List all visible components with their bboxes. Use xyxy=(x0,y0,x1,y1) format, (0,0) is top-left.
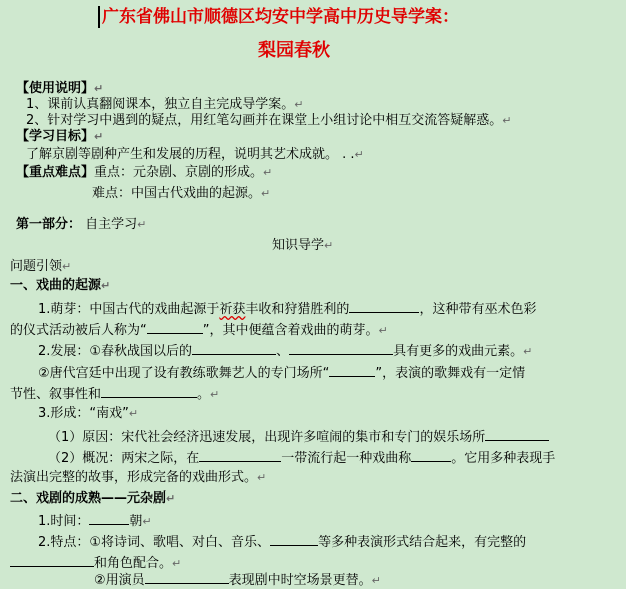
blank xyxy=(10,553,94,567)
sec1-heading: 一、戏曲的起源↵ xyxy=(10,278,111,293)
sec2-p1: 1.时间： 朝↵ xyxy=(38,511,152,530)
blank xyxy=(289,341,393,355)
sec1-p3-line1: ②唐代宫廷中出现了设有教练歌舞艺人的专门场所“ ”，表演的歌舞戏有一定情 xyxy=(38,363,525,382)
key-zhongdian: 【重点难点】重点：元杂剧、京剧的形成。↵ xyxy=(16,165,273,180)
sec2-p2-line2: 和角色配合。↵ xyxy=(10,553,181,572)
key-heading: 【重点难点】 xyxy=(16,165,95,180)
intro-label: 问题引领↵ xyxy=(10,259,72,274)
blank xyxy=(329,363,375,377)
blank xyxy=(89,511,129,525)
goals-text: 了解京剧等剧种产生和发展的历程，说明其艺术成就。 . .↵ xyxy=(26,147,364,162)
sec2-heading: 二、戏剧的成熟——元杂剧↵ xyxy=(10,491,176,506)
blank xyxy=(349,299,419,313)
blank xyxy=(101,384,197,398)
blank xyxy=(192,341,276,355)
sec1-p3-line2: 节性、叙事性和 。↵ xyxy=(10,384,219,403)
sec1-p1-line1: 1.萌芽：中国古代的戏曲起源于祈获丰收和狩猎胜利的 ，这种带有巫术色彩 xyxy=(38,299,536,318)
sec1-p5: （1）原因：宋代社会经济迅速发展，出现许多喧闹的集市和专门的娱乐场所 xyxy=(48,427,549,446)
sec1-p1-line2: 的仪式活动被后人称为“ ”，其中便蕴含着戏曲的萌芽。↵ xyxy=(10,320,388,339)
sec1-p2: 2.发展：①春秋战国以后的 、 具有更多的戏曲元素。↵ xyxy=(38,341,532,360)
part1-heading: 第一部分： 自主学习↵ xyxy=(16,217,147,232)
sec2-p3: ②用演员 表现剧中时空场景更替。↵ xyxy=(94,570,381,589)
blank xyxy=(199,448,281,462)
usage-heading: 【使用说明】↵ xyxy=(16,81,104,96)
blank xyxy=(145,570,229,584)
usage-item-2: 2、针对学习中遇到的疑点，用红笔勾画并在课堂上小组讨论中相互交流答疑解惑。↵ xyxy=(26,113,512,128)
blank xyxy=(485,427,549,441)
key-nandian: 难点：中国古代戏曲的起源。↵ xyxy=(92,186,271,201)
sec1-p4: 3.形成：“南戏”↵ xyxy=(38,406,139,421)
blank xyxy=(411,448,451,462)
doc-title: 广东省佛山市顺德区均安中学高中历史导学案： xyxy=(98,6,459,28)
sec1-p6-line2: 法演出完整的故事，形成完备的戏曲形式。↵ xyxy=(10,470,267,485)
usage-item-1: 1、课前认真翻阅课本，独立自主完成导学案。↵ xyxy=(26,97,304,112)
sec2-p2-line1: 2.特点：①将诗词、歌唱、对白、音乐、 等多种表演形式结合起来，有完整的 xyxy=(38,532,526,551)
doc-subtitle: 梨园春秋 xyxy=(258,40,330,61)
blank xyxy=(147,320,203,334)
knowledge-heading: 知识导学↵ xyxy=(272,238,334,253)
goals-heading: 【学习目标】↵ xyxy=(16,129,104,144)
blank xyxy=(270,532,318,546)
sec1-p6-line1: （2）概况：两宋之际，在 一带流行起一种戏曲称 。它用多种表现手 xyxy=(48,448,555,467)
